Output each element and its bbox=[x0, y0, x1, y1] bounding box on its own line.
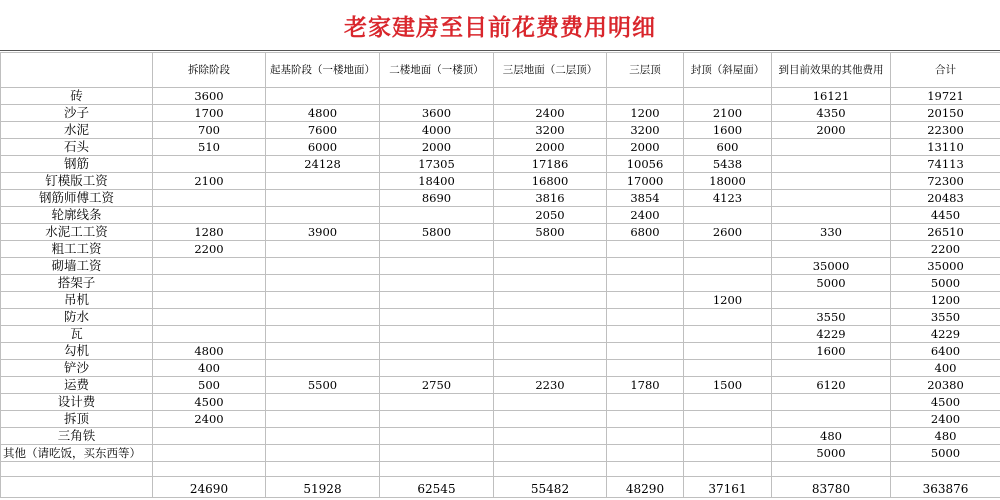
table-cell[interactable] bbox=[380, 258, 494, 275]
table-cell[interactable]: 2000 bbox=[772, 122, 891, 139]
row-label[interactable]: 三角铁 bbox=[1, 428, 153, 445]
table-cell[interactable] bbox=[494, 428, 607, 445]
table-cell[interactable]: 1700 bbox=[153, 105, 266, 122]
table-row bbox=[1, 122, 1000, 139]
table-cell[interactable]: 4123 bbox=[684, 190, 772, 207]
table-cell[interactable]: 2000 bbox=[607, 139, 684, 156]
total-cell[interactable]: 37161 bbox=[684, 477, 772, 498]
table-cell[interactable] bbox=[684, 88, 772, 105]
table-cell[interactable]: 5000 bbox=[772, 275, 891, 292]
table-cell[interactable] bbox=[494, 309, 607, 326]
column-header[interactable]: 三层地面（二层顶） bbox=[494, 53, 607, 88]
table-cell[interactable]: 7600 bbox=[266, 122, 380, 139]
table-cell[interactable] bbox=[266, 360, 380, 377]
table-row bbox=[1, 275, 1000, 292]
table-cell[interactable] bbox=[153, 428, 266, 445]
table-cell[interactable]: 4450 bbox=[891, 207, 1000, 224]
total-cell[interactable]: 24690 bbox=[153, 477, 266, 498]
table-row bbox=[1, 207, 1000, 224]
table-cell[interactable]: 510 bbox=[153, 139, 266, 156]
table-cell[interactable] bbox=[266, 88, 380, 105]
table-cell[interactable] bbox=[380, 275, 494, 292]
table-cell[interactable]: 26510 bbox=[891, 224, 1000, 241]
table-row bbox=[1, 105, 1000, 122]
table-cell[interactable] bbox=[772, 173, 891, 190]
empty-cell[interactable] bbox=[1, 462, 153, 477]
table-cell[interactable] bbox=[607, 258, 684, 275]
table-cell[interactable] bbox=[380, 326, 494, 343]
column-header[interactable]: 拆除阶段 bbox=[153, 53, 266, 88]
table-cell[interactable] bbox=[494, 292, 607, 309]
empty-cell[interactable] bbox=[607, 462, 684, 477]
table-cell[interactable] bbox=[494, 88, 607, 105]
table-row bbox=[1, 428, 1000, 445]
table-cell[interactable]: 74113 bbox=[891, 156, 1000, 173]
table-cell[interactable] bbox=[684, 326, 772, 343]
table-row bbox=[1, 139, 1000, 156]
empty-cell[interactable] bbox=[380, 462, 494, 477]
table-cell[interactable]: 5800 bbox=[494, 224, 607, 241]
table-cell[interactable]: 2200 bbox=[153, 241, 266, 258]
row-label[interactable]: 水泥工工资 bbox=[1, 224, 153, 241]
table-cell[interactable] bbox=[772, 241, 891, 258]
row-label[interactable]: 搭架子 bbox=[1, 275, 153, 292]
table-cell[interactable] bbox=[607, 445, 684, 462]
table-cell[interactable]: 3600 bbox=[153, 88, 266, 105]
table-cell[interactable] bbox=[684, 445, 772, 462]
table-cell[interactable]: 5000 bbox=[772, 445, 891, 462]
table-cell[interactable]: 5438 bbox=[684, 156, 772, 173]
table-cell[interactable]: 2400 bbox=[891, 411, 1000, 428]
row-label[interactable]: 石头 bbox=[1, 139, 153, 156]
table-cell[interactable] bbox=[607, 343, 684, 360]
table-cell[interactable]: 8690 bbox=[380, 190, 494, 207]
table-cell[interactable] bbox=[494, 445, 607, 462]
table-cell[interactable] bbox=[380, 207, 494, 224]
table-cell[interactable] bbox=[684, 428, 772, 445]
table-cell[interactable]: 2750 bbox=[380, 377, 494, 394]
table-cell[interactable]: 4350 bbox=[772, 105, 891, 122]
table-cell[interactable]: 4800 bbox=[153, 343, 266, 360]
table-cell[interactable]: 1200 bbox=[607, 105, 684, 122]
table-row bbox=[1, 224, 1000, 241]
table-cell[interactable]: 24128 bbox=[266, 156, 380, 173]
table-row bbox=[1, 190, 1000, 207]
table-cell[interactable]: 6800 bbox=[607, 224, 684, 241]
table-cell[interactable] bbox=[380, 428, 494, 445]
table-cell[interactable] bbox=[266, 173, 380, 190]
table-cell[interactable] bbox=[266, 258, 380, 275]
row-label[interactable]: 钉模版工资 bbox=[1, 173, 153, 190]
table-cell[interactable] bbox=[772, 411, 891, 428]
table-row bbox=[1, 156, 1000, 173]
table-cell[interactable]: 1500 bbox=[684, 377, 772, 394]
table-cell[interactable]: 2000 bbox=[494, 139, 607, 156]
totals-row bbox=[1, 477, 1000, 498]
table-row bbox=[1, 292, 1000, 309]
table-cell[interactable] bbox=[380, 241, 494, 258]
row-label[interactable]: 瓦 bbox=[1, 326, 153, 343]
table-cell[interactable] bbox=[494, 411, 607, 428]
cost-table bbox=[0, 52, 1000, 498]
row-label[interactable]: 水泥 bbox=[1, 122, 153, 139]
table-cell[interactable]: 19721 bbox=[891, 88, 1000, 105]
table-cell[interactable] bbox=[266, 343, 380, 360]
table-cell[interactable] bbox=[684, 394, 772, 411]
table-cell[interactable]: 20380 bbox=[891, 377, 1000, 394]
total-cell[interactable]: 51928 bbox=[266, 477, 380, 498]
table-cell[interactable] bbox=[153, 258, 266, 275]
table-cell[interactable] bbox=[153, 309, 266, 326]
table-cell[interactable] bbox=[380, 445, 494, 462]
column-header[interactable] bbox=[1, 53, 153, 88]
table-cell[interactable]: 3600 bbox=[380, 105, 494, 122]
table-cell[interactable]: 10056 bbox=[607, 156, 684, 173]
table-cell[interactable] bbox=[266, 241, 380, 258]
table-cell[interactable]: 2400 bbox=[153, 411, 266, 428]
table-cell[interactable] bbox=[266, 394, 380, 411]
table-cell[interactable]: 3200 bbox=[494, 122, 607, 139]
row-label[interactable]: 砌墙工资 bbox=[1, 258, 153, 275]
table-cell[interactable]: 4229 bbox=[772, 326, 891, 343]
table-cell[interactable] bbox=[266, 275, 380, 292]
table-cell[interactable]: 600 bbox=[684, 139, 772, 156]
table-row bbox=[1, 241, 1000, 258]
table-cell[interactable]: 1600 bbox=[772, 343, 891, 360]
table-cell[interactable]: 17305 bbox=[380, 156, 494, 173]
column-header[interactable]: 封顶（斜屋面） bbox=[684, 53, 772, 88]
total-cell[interactable]: 48290 bbox=[607, 477, 684, 498]
table-row bbox=[1, 173, 1000, 190]
table-cell[interactable] bbox=[684, 343, 772, 360]
table-cell[interactable] bbox=[380, 292, 494, 309]
table-cell[interactable] bbox=[153, 275, 266, 292]
table-cell[interactable] bbox=[494, 394, 607, 411]
table-cell[interactable] bbox=[494, 343, 607, 360]
table-cell[interactable] bbox=[607, 309, 684, 326]
row-label[interactable]: 沙子 bbox=[1, 105, 153, 122]
table-cell[interactable]: 400 bbox=[153, 360, 266, 377]
empty-cell[interactable] bbox=[772, 462, 891, 477]
table-cell[interactable]: 700 bbox=[153, 122, 266, 139]
table-cell[interactable]: 400 bbox=[891, 360, 1000, 377]
table-cell[interactable] bbox=[607, 326, 684, 343]
table-cell[interactable] bbox=[266, 411, 380, 428]
table-cell[interactable] bbox=[684, 360, 772, 377]
table-cell[interactable]: 4500 bbox=[891, 394, 1000, 411]
column-header[interactable]: 三层顶 bbox=[607, 53, 684, 88]
table-cell[interactable]: 3816 bbox=[494, 190, 607, 207]
table-cell[interactable]: 2600 bbox=[684, 224, 772, 241]
empty-cell[interactable] bbox=[153, 462, 266, 477]
table-cell[interactable] bbox=[684, 411, 772, 428]
table-cell[interactable]: 480 bbox=[772, 428, 891, 445]
table-cell[interactable]: 72300 bbox=[891, 173, 1000, 190]
table-cell[interactable]: 17186 bbox=[494, 156, 607, 173]
row-label[interactable]: 吊机 bbox=[1, 292, 153, 309]
table-cell[interactable]: 2100 bbox=[684, 105, 772, 122]
empty-cell[interactable] bbox=[891, 462, 1000, 477]
table-cell[interactable] bbox=[607, 394, 684, 411]
column-header[interactable]: 到目前效果的其他费用 bbox=[772, 53, 891, 88]
table-cell[interactable]: 2400 bbox=[494, 105, 607, 122]
table-cell[interactable] bbox=[266, 309, 380, 326]
table-cell[interactable] bbox=[380, 360, 494, 377]
table-cell[interactable] bbox=[494, 241, 607, 258]
total-cell[interactable]: 55482 bbox=[494, 477, 607, 498]
table-cell[interactable] bbox=[494, 275, 607, 292]
table-row bbox=[1, 377, 1000, 394]
empty-cell[interactable] bbox=[494, 462, 607, 477]
table-cell[interactable]: 3550 bbox=[891, 309, 1000, 326]
table-row bbox=[1, 394, 1000, 411]
table-cell[interactable] bbox=[772, 207, 891, 224]
table-row bbox=[1, 309, 1000, 326]
row-label[interactable]: 设计费 bbox=[1, 394, 153, 411]
title-divider bbox=[0, 50, 1000, 51]
table-cell[interactable]: 18400 bbox=[380, 173, 494, 190]
table-cell[interactable] bbox=[380, 309, 494, 326]
row-label[interactable]: 粗工工资 bbox=[1, 241, 153, 258]
column-header[interactable]: 起基阶段（一楼地面） bbox=[266, 53, 380, 88]
table-cell[interactable] bbox=[772, 139, 891, 156]
total-cell[interactable]: 363876 bbox=[891, 477, 1000, 498]
row-label[interactable]: 运费 bbox=[1, 377, 153, 394]
table-cell[interactable] bbox=[607, 360, 684, 377]
table-cell[interactable] bbox=[380, 88, 494, 105]
table-cell[interactable] bbox=[380, 343, 494, 360]
row-label[interactable]: 防水 bbox=[1, 309, 153, 326]
table-cell[interactable]: 17000 bbox=[607, 173, 684, 190]
table-cell[interactable]: 20150 bbox=[891, 105, 1000, 122]
table-cell[interactable]: 1200 bbox=[684, 292, 772, 309]
empty-row bbox=[1, 462, 1000, 477]
table-cell[interactable]: 5500 bbox=[266, 377, 380, 394]
table-cell[interactable] bbox=[772, 190, 891, 207]
table-cell[interactable]: 5000 bbox=[891, 275, 1000, 292]
table-cell[interactable] bbox=[607, 292, 684, 309]
table-row bbox=[1, 360, 1000, 377]
row-label[interactable]: 拆顶 bbox=[1, 411, 153, 428]
row-label[interactable]: 其他（请吃饭，买东西等） bbox=[1, 445, 153, 462]
row-label[interactable]: 铲沙 bbox=[1, 360, 153, 377]
table-cell[interactable]: 2050 bbox=[494, 207, 607, 224]
table-cell[interactable] bbox=[607, 428, 684, 445]
column-header[interactable]: 二楼地面（一楼顶） bbox=[380, 53, 494, 88]
table-cell[interactable] bbox=[772, 292, 891, 309]
table-cell[interactable]: 16800 bbox=[494, 173, 607, 190]
table-row bbox=[1, 343, 1000, 360]
table-cell[interactable]: 2100 bbox=[153, 173, 266, 190]
table-cell[interactable]: 1600 bbox=[684, 122, 772, 139]
table-cell[interactable] bbox=[380, 411, 494, 428]
table-row bbox=[1, 88, 1000, 105]
table-cell[interactable]: 2230 bbox=[494, 377, 607, 394]
row-label[interactable]: 砖 bbox=[1, 88, 153, 105]
table-cell[interactable] bbox=[772, 394, 891, 411]
header-row bbox=[1, 53, 1000, 88]
table-cell[interactable] bbox=[772, 156, 891, 173]
row-label[interactable]: 轮廓线条 bbox=[1, 207, 153, 224]
table-cell[interactable] bbox=[607, 275, 684, 292]
table-cell[interactable]: 20483 bbox=[891, 190, 1000, 207]
total-cell[interactable]: 62545 bbox=[380, 477, 494, 498]
table-row bbox=[1, 411, 1000, 428]
table-cell[interactable] bbox=[684, 241, 772, 258]
table-cell[interactable]: 330 bbox=[772, 224, 891, 241]
table-cell[interactable] bbox=[380, 394, 494, 411]
table-cell[interactable]: 4000 bbox=[380, 122, 494, 139]
table-cell[interactable] bbox=[153, 190, 266, 207]
table-cell[interactable]: 4800 bbox=[266, 105, 380, 122]
table-cell[interactable]: 3854 bbox=[607, 190, 684, 207]
table-cell[interactable] bbox=[684, 275, 772, 292]
total-cell[interactable]: 83780 bbox=[772, 477, 891, 498]
table-cell[interactable] bbox=[607, 88, 684, 105]
table-cell[interactable] bbox=[494, 326, 607, 343]
table-cell[interactable] bbox=[684, 207, 772, 224]
table-cell[interactable] bbox=[266, 445, 380, 462]
table-cell[interactable]: 5800 bbox=[380, 224, 494, 241]
table-cell[interactable]: 4500 bbox=[153, 394, 266, 411]
table-cell[interactable]: 13110 bbox=[891, 139, 1000, 156]
table-cell[interactable]: 3200 bbox=[607, 122, 684, 139]
table-cell[interactable]: 2000 bbox=[380, 139, 494, 156]
table-cell[interactable] bbox=[684, 309, 772, 326]
table-cell[interactable]: 500 bbox=[153, 377, 266, 394]
table-cell[interactable] bbox=[153, 445, 266, 462]
table-cell[interactable]: 1200 bbox=[891, 292, 1000, 309]
table-cell[interactable] bbox=[266, 326, 380, 343]
table-cell[interactable]: 2200 bbox=[891, 241, 1000, 258]
table-cell[interactable]: 18000 bbox=[684, 173, 772, 190]
empty-cell[interactable] bbox=[266, 462, 380, 477]
table-row bbox=[1, 326, 1000, 343]
table-cell[interactable]: 3900 bbox=[266, 224, 380, 241]
table-cell[interactable]: 35000 bbox=[772, 258, 891, 275]
table-cell[interactable]: 1280 bbox=[153, 224, 266, 241]
table-cell[interactable]: 6000 bbox=[266, 139, 380, 156]
table-cell[interactable]: 16121 bbox=[772, 88, 891, 105]
table-cell[interactable] bbox=[607, 241, 684, 258]
empty-cell[interactable] bbox=[684, 462, 772, 477]
table-cell[interactable] bbox=[266, 190, 380, 207]
table-cell[interactable] bbox=[153, 156, 266, 173]
row-label[interactable]: 勾机 bbox=[1, 343, 153, 360]
table-cell[interactable]: 480 bbox=[891, 428, 1000, 445]
table-cell[interactable] bbox=[266, 428, 380, 445]
table-cell[interactable] bbox=[772, 360, 891, 377]
table-cell[interactable] bbox=[266, 292, 380, 309]
row-label[interactable]: 钢筋师傅工资 bbox=[1, 190, 153, 207]
table-cell[interactable]: 6400 bbox=[891, 343, 1000, 360]
table-row bbox=[1, 258, 1000, 275]
table-row bbox=[1, 445, 1000, 462]
table-cell[interactable] bbox=[266, 207, 380, 224]
table-cell[interactable]: 5000 bbox=[891, 445, 1000, 462]
table-cell[interactable]: 2400 bbox=[607, 207, 684, 224]
column-header[interactable]: 合计 bbox=[891, 53, 1000, 88]
row-label[interactable]: 钢筋 bbox=[1, 156, 153, 173]
table-cell[interactable]: 6120 bbox=[772, 377, 891, 394]
table-cell[interactable]: 35000 bbox=[891, 258, 1000, 275]
table-cell[interactable] bbox=[153, 207, 266, 224]
table-cell[interactable] bbox=[153, 292, 266, 309]
table-cell[interactable] bbox=[494, 258, 607, 275]
table-cell[interactable]: 3550 bbox=[772, 309, 891, 326]
table-cell[interactable] bbox=[684, 258, 772, 275]
table-cell[interactable] bbox=[607, 411, 684, 428]
table-cell[interactable]: 1780 bbox=[607, 377, 684, 394]
table-cell[interactable] bbox=[494, 360, 607, 377]
table-cell[interactable]: 22300 bbox=[891, 122, 1000, 139]
table-cell[interactable] bbox=[153, 326, 266, 343]
sheet-title: 老家建房至目前花费费用明细 bbox=[344, 13, 656, 41]
totals-label-cell[interactable] bbox=[1, 477, 153, 498]
table-cell[interactable]: 4229 bbox=[891, 326, 1000, 343]
